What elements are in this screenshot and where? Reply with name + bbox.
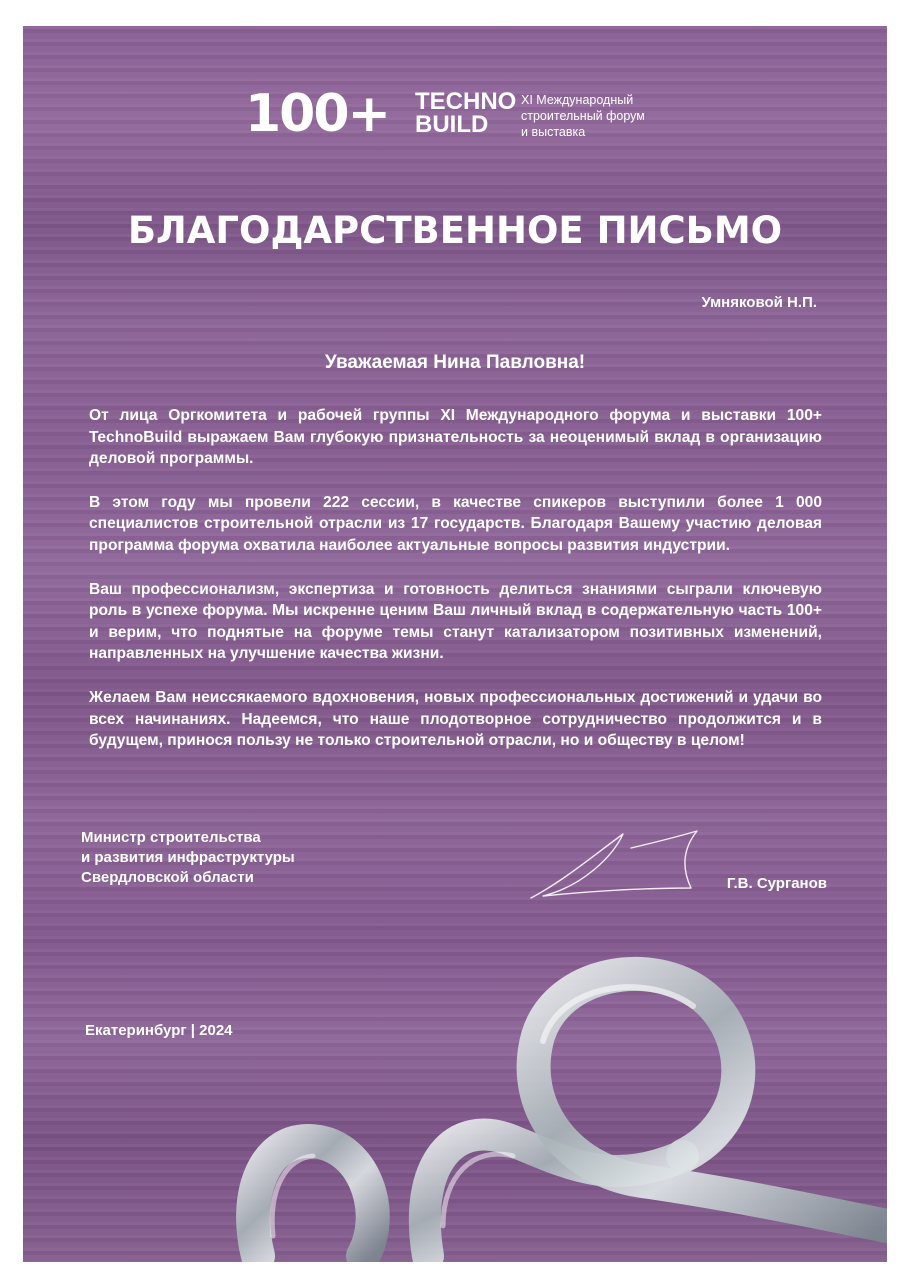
logo-number: 100+: [245, 84, 390, 144]
place-and-year: Екатеринбург | 2024: [85, 1022, 233, 1039]
logo-desc-line1: XI Международный: [521, 93, 634, 107]
signer-name: Г.В. Сурганов: [726, 875, 827, 892]
logo-brand: [415, 90, 516, 136]
letter-body: [89, 405, 822, 774]
signer-position-line3: Свердловской области: [81, 869, 254, 886]
signer-position-line2: и развития инфраструктуры: [81, 849, 295, 866]
signer-position: [81, 828, 295, 888]
handwritten-signature: [523, 826, 703, 906]
paragraph-4: Желаем Вам неиссякаемого вдохновения, новых профессиональных достижений и удачи во всех начинаниях. Надеемся, что наше плодотворное сотрудничество продолжится и в будущем, принося пользу не только строительной отрасли, но и обществу в целом!: [89, 688, 822, 750]
greeting: Уважаемая Нина Павловна!: [324, 352, 586, 373]
logo-brand-line1: TECHNO: [415, 88, 517, 115]
forum-logo: [245, 86, 655, 146]
paragraph-1: От лица Оргкомитета и рабочей группы XI Международного форума и выставки 100+ TechnoBuild выражаем Вам глубокую признательность за неоценимый вклад в организацию деловой программы.: [89, 407, 822, 468]
glass-coil-graphic: [213, 926, 887, 1262]
logo-brand-line2: BUILD: [415, 111, 489, 138]
paragraph-2: В этом году мы провели 222 сессии, в качестве спикеров выступили более 1 000 специалистов строительной отрасли из 17 государств. Благодаря Вашему участию деловая программа форума охватила наиболее актуальные вопросы развития индустрии.: [89, 493, 822, 554]
logo-desc-line3: и выставка: [521, 125, 586, 139]
letter-sheet: [23, 26, 887, 1262]
letter-title: БЛАГОДАРСТВЕННОЕ ПИСЬМО: [127, 209, 783, 252]
logo-description: [521, 92, 645, 140]
logo-desc-line2: строительный форум: [521, 109, 645, 123]
signer-position-line1: Министр строительства: [81, 829, 261, 846]
paragraph-3: Ваш профессионализм, экспертиза и готовность делиться знаниями сыграли ключевую роль в успехе форума. Мы искренне ценим Ваш личный вклад в содержательную часть 100+ и верим, что поднятые на форуме темы станут катализатором позитивных изменений, направленных на улучшение качества жизни.: [89, 580, 822, 663]
recipient-name: Умняковой Н.П.: [701, 294, 817, 311]
